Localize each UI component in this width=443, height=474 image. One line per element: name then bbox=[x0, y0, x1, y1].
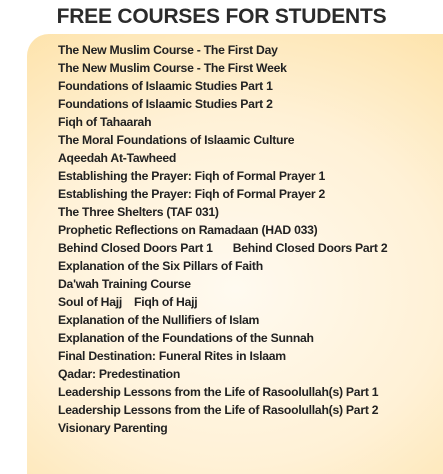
course-link[interactable]: Visionary Parenting bbox=[58, 421, 168, 435]
course-item[interactable] bbox=[58, 77, 387, 95]
course-item[interactable] bbox=[58, 329, 387, 347]
course-link[interactable]: Explanation of the Nullifiers of Islam bbox=[58, 313, 260, 327]
course-link[interactable]: Leadership Lessons from the Life of Rasoolullah(s) Part 2 bbox=[58, 403, 379, 417]
course-item[interactable] bbox=[58, 41, 387, 59]
course-item-pair bbox=[58, 239, 387, 257]
course-link[interactable]: Behind Closed Doors Part 1 bbox=[58, 241, 213, 255]
course-link[interactable]: Qadar: Predestination bbox=[58, 367, 181, 381]
course-item[interactable] bbox=[58, 95, 387, 113]
course-item-pair bbox=[58, 293, 387, 311]
course-link[interactable]: Final Destination: Funeral Rites in Islaam bbox=[58, 349, 286, 363]
course-link[interactable]: Foundations of Islaamic Studies Part 2 bbox=[58, 97, 273, 111]
course-link[interactable]: Leadership Lessons from the Life of Rasoolullah(s) Part 1 bbox=[58, 385, 379, 399]
course-item[interactable] bbox=[58, 257, 387, 275]
course-link[interactable]: The Three Shelters (TAF 031) bbox=[58, 205, 219, 219]
course-item[interactable] bbox=[58, 149, 387, 167]
course-item[interactable] bbox=[58, 167, 387, 185]
course-item[interactable] bbox=[58, 383, 387, 401]
course-item[interactable] bbox=[58, 185, 387, 203]
course-link[interactable]: Prophetic Reflections on Ramadaan (HAD 033) bbox=[58, 223, 318, 237]
course-item[interactable] bbox=[58, 221, 387, 239]
course-link[interactable]: Behind Closed Doors Part 2 bbox=[232, 241, 388, 255]
course-item[interactable] bbox=[58, 113, 387, 131]
course-item[interactable] bbox=[58, 311, 387, 329]
course-link[interactable]: Establishing the Prayer: Fiqh of Formal Prayer 2 bbox=[58, 187, 326, 201]
course-link[interactable]: Explanation of the Six Pillars of Faith bbox=[58, 259, 263, 273]
course-item[interactable] bbox=[58, 203, 387, 221]
course-item[interactable] bbox=[58, 365, 387, 383]
course-item[interactable] bbox=[58, 401, 387, 419]
course-link[interactable]: Soul of Hajj bbox=[58, 295, 123, 309]
course-list bbox=[58, 41, 387, 437]
course-link[interactable]: Fiqh of Hajj bbox=[134, 295, 198, 309]
course-link[interactable]: Fiqh of Tahaarah bbox=[58, 115, 152, 129]
course-link[interactable]: Aqeedah At-Tawheed bbox=[58, 151, 177, 165]
course-link[interactable]: The New Muslim Course - The First Day bbox=[58, 43, 278, 57]
page-title: FREE COURSES FOR STUDENTS bbox=[56, 5, 387, 28]
course-link[interactable]: Explanation of the Foundations of the Sunnah bbox=[58, 331, 314, 345]
course-item[interactable] bbox=[58, 347, 387, 365]
course-item[interactable] bbox=[58, 275, 387, 293]
course-item[interactable] bbox=[58, 131, 387, 149]
course-link[interactable]: The Moral Foundations of Islaamic Culture bbox=[58, 133, 295, 147]
course-link[interactable]: Foundations of Islaamic Studies Part 1 bbox=[58, 79, 273, 93]
course-link[interactable]: Da'wah Training Course bbox=[58, 277, 191, 291]
course-link[interactable]: Establishing the Prayer: Fiqh of Formal Prayer 1 bbox=[58, 169, 326, 183]
course-item[interactable] bbox=[58, 59, 387, 77]
course-link[interactable]: The New Muslim Course - The First Week bbox=[58, 61, 287, 75]
course-item[interactable] bbox=[58, 419, 387, 437]
